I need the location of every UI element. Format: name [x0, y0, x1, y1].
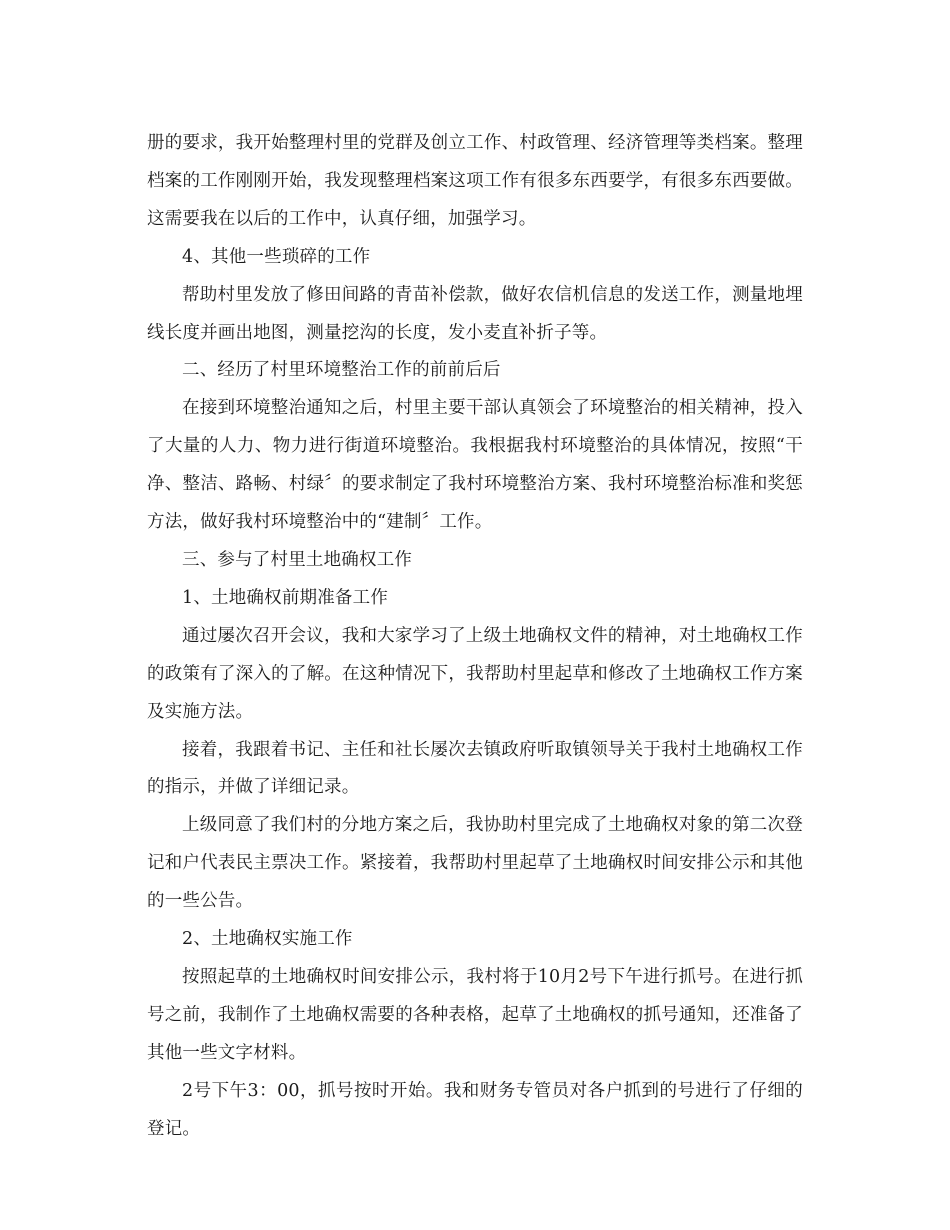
heading-environment-rectification: 二、经历了村里环境整治工作的前前后后: [182, 360, 501, 381]
paragraph-environment-rectification: 在接到环境整治通知之后，村里主要干部认真领会了环境整治的相关精神，投入了大量的人力、物力进行街道环境整治。我根据我村环境整治的具体情况，按照“干净、整洁、路畅、村绿〞的要求制定了我村环境整治方案、我村环境整治标准和奖惩方法，做好我村环境整治中的“建制〞工作。: [147, 398, 803, 533]
document-body: [147, 125, 803, 1148]
paragraph-land-rights-instructions: 接着，我跟着书记、主任和社长屡次去镇政府听取镇领导关于我村土地确权工作的指示，并做了详细记录。: [147, 739, 803, 798]
paragraph-other-trivial-work: 帮助村里发放了修田间路的青苗补偿款，做好农信机信息的发送工作，测量地埋线长度并画出地图，测量挖沟的长度，发小麦直补折子等。: [147, 284, 803, 343]
paragraph-lottery-start: 2号下午3：00，抓号按时开始。我和财务专管员对各户抓到的号进行了仔细的登记。: [147, 1080, 803, 1139]
paragraph-land-rights-meetings: 通过屡次召开会议，我和大家学习了上级土地确权文件的精神，对土地确权工作的政策有了深入的了解。在这种情况下，我帮助村里起草和修改了土地确权工作方案及实施方法。: [147, 625, 803, 722]
heading-other-trivial-work: 4、其他一些琐碎的工作: [182, 246, 371, 267]
paragraph-lottery-preparation: 按照起草的土地确权时间安排公示，我村将于10月2号下午进行抓号。在进行抓号之前，我制作了土地确权需要的各种表格，起草了土地确权的抓号通知，还准备了其他一些文字材料。: [147, 966, 803, 1063]
paragraph-land-rights-registration: 上级同意了我们村的分地方案之后，我协助村里完成了土地确权对象的第二次登记和户代表民主票决工作。紧接着，我帮助村里起草了土地确权时间安排公示和其他的一些公告。: [147, 815, 803, 912]
paragraph-archive-continuation: 册的要求，我开始整理村里的党群及创立工作、村政管理、经济管理等类档案。整理档案的工作刚刚开始，我发现整理档案这项工作有很多东西要学，有很多东西要做。这需要我在以后的工作中，认真仔细，加强学习。: [147, 133, 803, 229]
heading-land-rights-preparation: 1、土地确权前期准备工作: [182, 587, 389, 608]
heading-land-rights-implementation: 2、土地确权实施工作: [182, 929, 353, 950]
heading-land-rights: 三、参与了村里土地确权工作: [182, 549, 413, 570]
